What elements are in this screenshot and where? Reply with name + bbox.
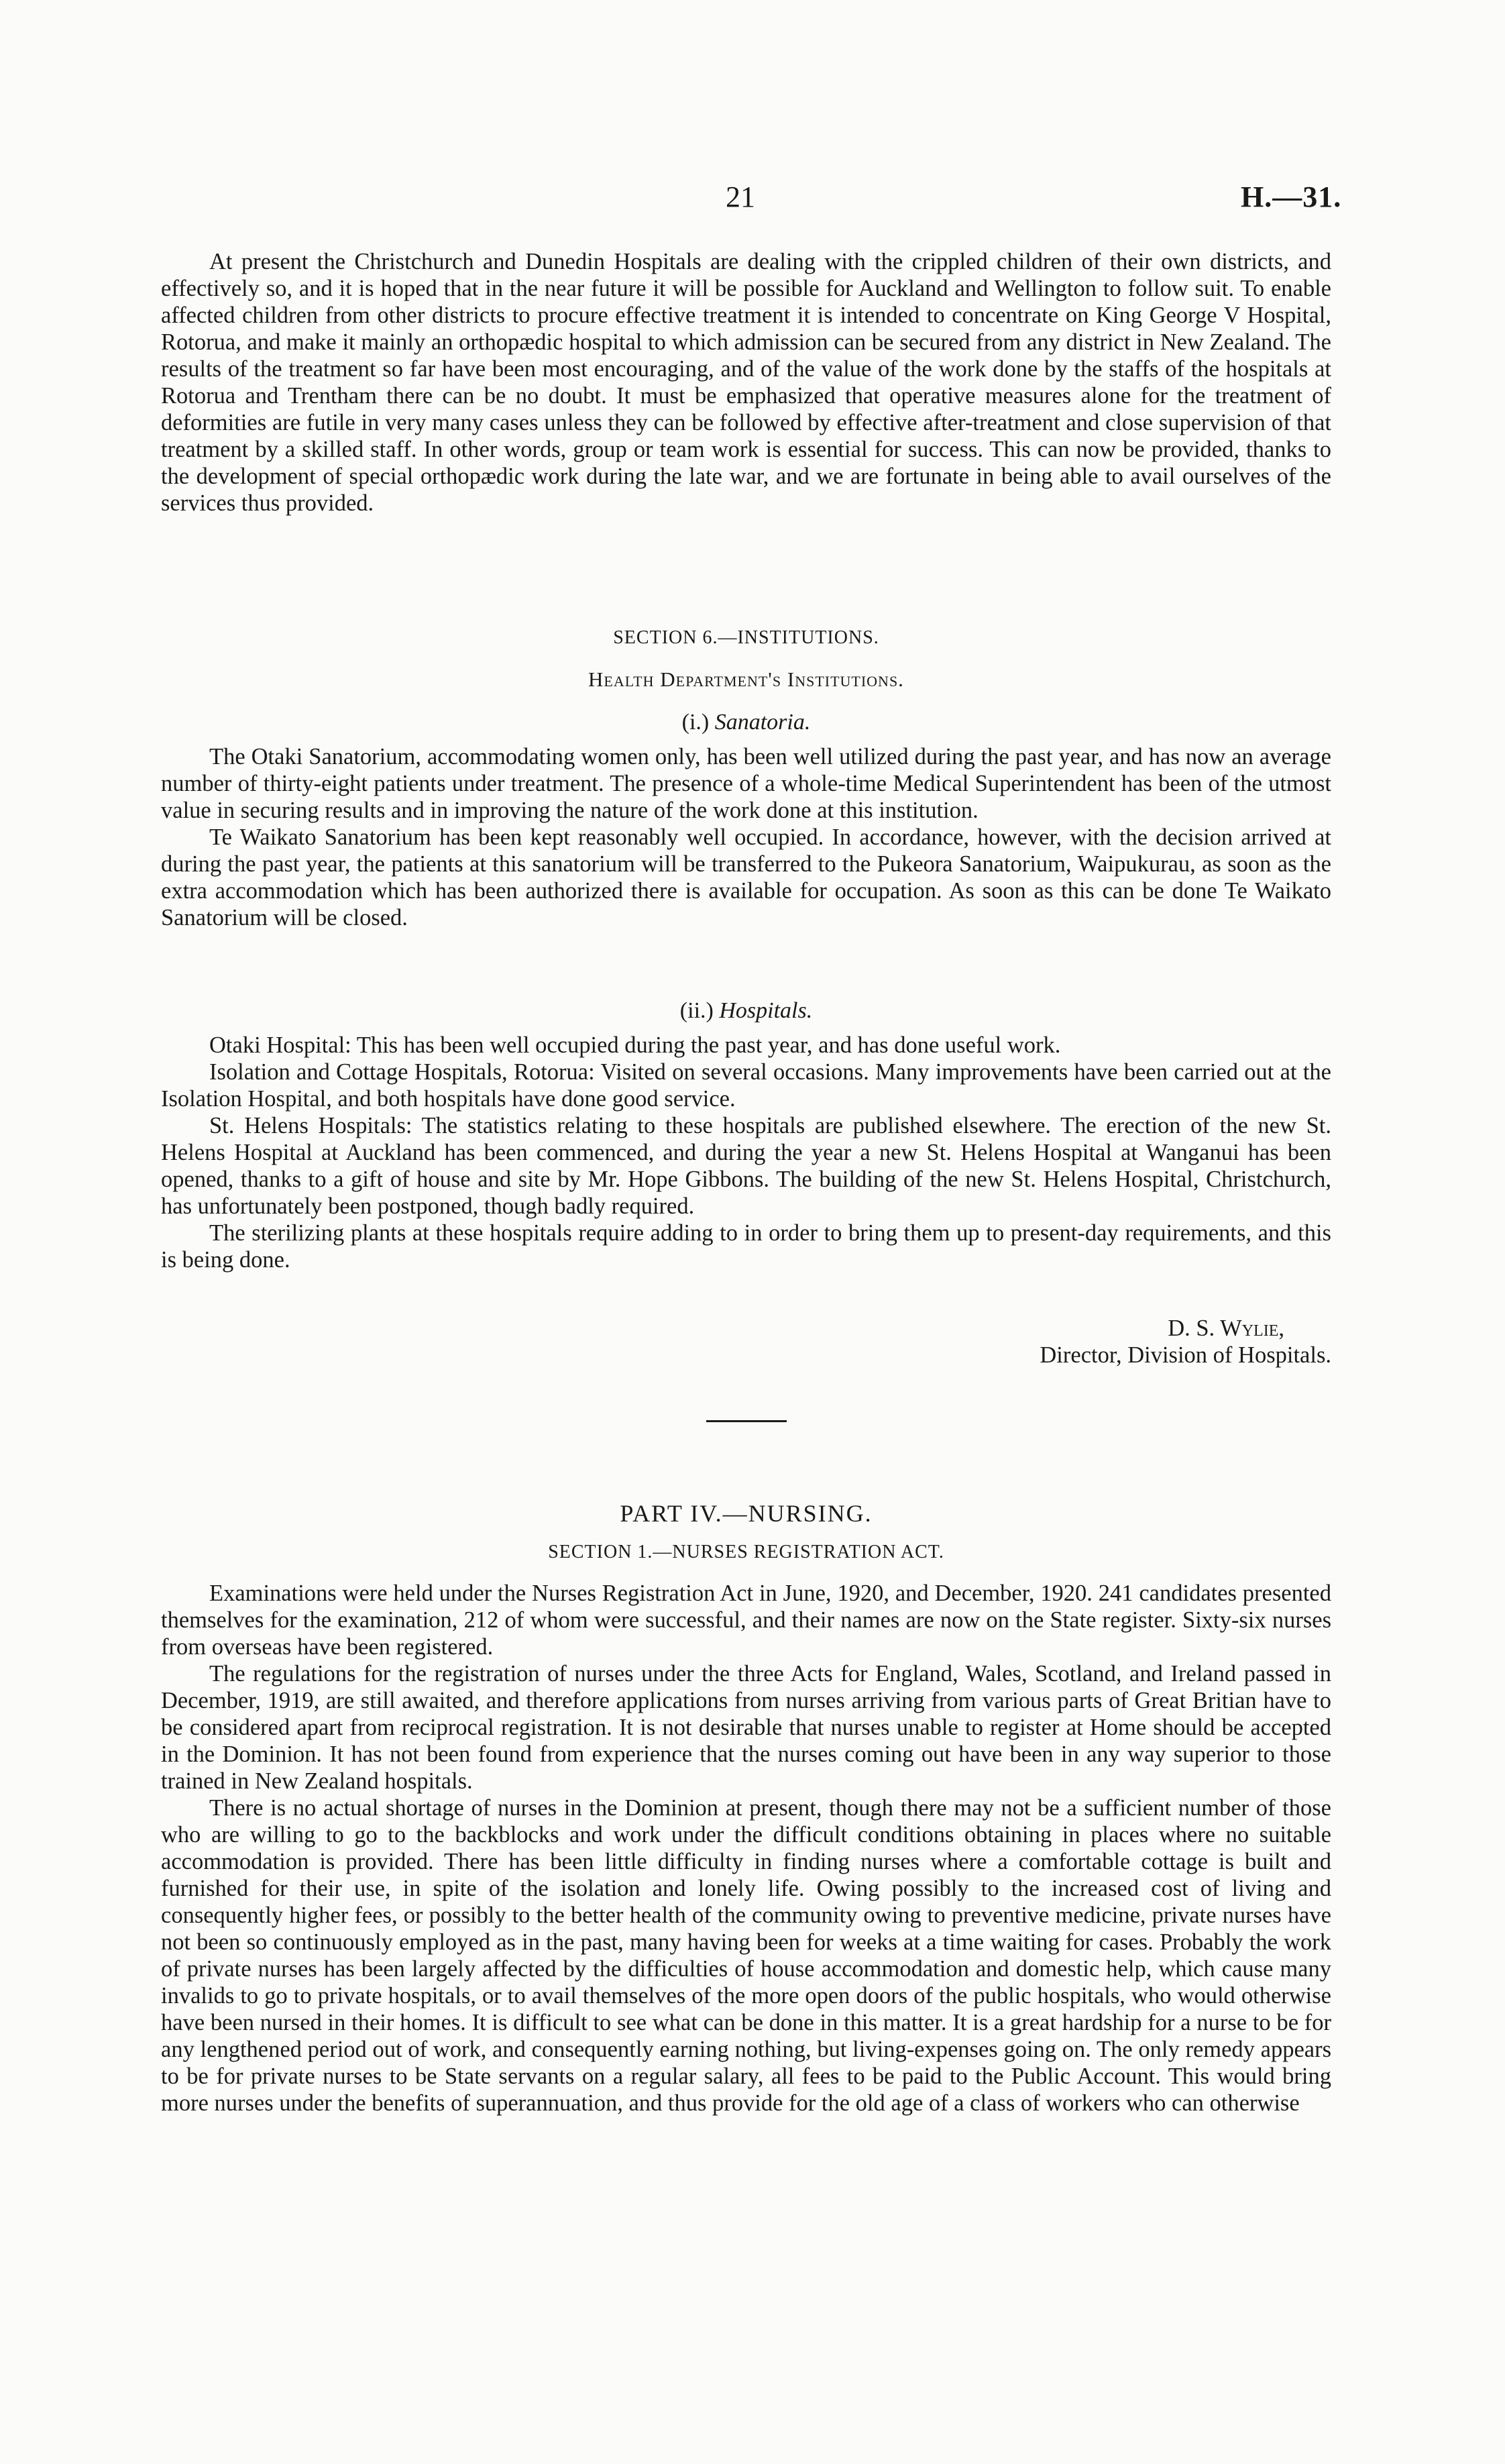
paragraph-otaki-sanatorium: The Otaki Sanatorium, accommodating women only, has been well utilized during the past year, and has now an average number of thirty-eight patients under treatment. The presence of a whole-time Medical Superintendent has been of the utmost value in securing results and in improving the nature of the work done at this institution. xyxy=(161,744,1331,823)
document-reference: H.—31. xyxy=(1241,180,1342,213)
sanatoria-title: Sanatoria. xyxy=(714,710,811,735)
section-divider xyxy=(706,1420,787,1422)
paragraph-nurse-shortage: There is no actual shortage of nurses in the Dominion at present, though there may not be a sufficient number of those who are willing to go to the backblocks and work under the difficult conditions obtaining in places where no suitable accommodation is provided. There has been little difficulty in finding nurses where a comfortable cottage is built and furnished for their use, in spite of the isolation and lonely life. Owing possibly to the increased cost of living and consequently higher fees, or possibly to the better health of the community owing to preventive medicine, private nurses have not been so continuously employed as in the past, many having been for weeks at a time waiting for cases. Probably the work of private nurses has been largely affected by the difficulties of house accommodation and domestic help, which cause many invalids to go to private hospitals, or to avail themselves of the more open doors of the public hospitals, who would otherwise have been nursed in their homes. It is difficult to see what can be done in this matter. It is a great hardship for a nurse to be for any lengthened period out of work, and consequently earning nothing, but living-expenses going on. The only remedy appears to be for private nurses to be State servants on a regular salary, all fees to be paid to the Public Account. This would bring more nurses under the benefits of superannuation, and thus provide for the old age of a class of workers who can otherwise xyxy=(161,1795,1331,2116)
section-6-heading-block xyxy=(161,627,1331,649)
divider-block xyxy=(161,1420,1331,1422)
paragraph-regulations: The regulations for the registration of nurses under the three Acts for England, Wales, Scotland, and Ireland passed in December, 1919, are still awaited, and therefore applications from nurses arriving from various parts of Great Britian have to be considered apart from reciprocal registration. It is not desirable that nurses unable to register at Home should be accepted in the Dominion. It has not been found from experience that the nurses coming out have been in any way superior to those trained in New Zealand hospitals. xyxy=(161,1661,1331,1794)
hospitals-heading-block xyxy=(161,998,1331,1024)
paragraph-otaki-hospital: Otaki Hospital: This has been well occupied during the past year, and has done useful work. xyxy=(209,1032,1061,1058)
paragraph-sterilizing-plants: The sterilizing plants at these hospitals require adding to in order to bring them up to present-day requirements, and this is being done. xyxy=(161,1220,1331,1273)
part-4-section-1-heading-block xyxy=(161,1542,1331,1563)
hospitals-heading xyxy=(161,998,1331,1024)
hospitals-body xyxy=(161,1032,1331,1273)
hospitals-numeral: (ii.) xyxy=(679,998,714,1023)
intro-paragraph: At present the Christchurch and Dunedin Hospitals are dealing with the crippled children of their own districts, and effectively so, and it is hoped that in the near future it will be possible for Auckland and Wellington to follow suit. To enable affected children from other districts to procure effective treatment it is intended to concentrate on King George V Hospital, Rotorua, and make it mainly an orthopædic hospital to which admission can be secured from any district in New Zealand. The results of the treatment so far have been most encouraging, and of the value of the work done by the staffs of the hospitals at Rotorua and Trentham there can be no doubt. It must be emphasized that operative measures alone for the treatment of deformities are futile in very many cases unless they can be followed by effective after-treatment and close supervision of that treatment by a skilled staff. In other words, group or team work is essential for success. This can now be provided, thanks to the development of special orthopædic work during the late war, and we are fortunate in being able to avail ourselves of the services thus provided. xyxy=(161,249,1331,516)
sanatoria-heading xyxy=(161,710,1331,735)
signatory-name: D. S. Wylie, xyxy=(1168,1316,1284,1341)
paragraph-examinations: Examinations were held under the Nurses Registration Act in June, 1920, and December, 1920. 241 candidates presented themselves for the examination, 212 of whom were successful, and their names are now on the State register. Sixty-six nurses from overseas have been registered. xyxy=(161,1581,1331,1660)
signature-block xyxy=(161,1315,1331,1369)
sanatoria-heading-block xyxy=(161,710,1331,735)
section-6-subheading-block xyxy=(161,667,1331,692)
paragraph-rotorua-hospitals: Isolation and Cottage Hospitals, Rotorua: Visited on several occasions. Many improvements have been carried out at the Isolation Hospital, and both hospitals have done good service. xyxy=(161,1059,1331,1112)
part-4-heading: PART IV.—NURSING. xyxy=(620,1500,873,1527)
section-6-heading: SECTION 6.—INSTITUTIONS. xyxy=(613,627,879,648)
nursing-body xyxy=(161,1580,1331,2117)
page-number: 21 xyxy=(726,180,755,213)
part-4-heading-block xyxy=(161,1499,1331,1528)
sanatoria-body xyxy=(161,743,1331,931)
paragraph-te-waikato-sanatorium: Te Waikato Sanatorium has been kept reasonably well occupied. In accordance, however, with the decision arrived at during the past year, the patients at this sanatorium will be transferred to the Pukeora Sanatorium, Waipukurau, as soon as the extra accommodation which has been authorized there is available for occupation. As soon as this can be done Te Waikato Sanatorium will be closed. xyxy=(161,824,1331,930)
intro-block xyxy=(161,248,1331,517)
section-6-subheading: Health Department's Institutions. xyxy=(588,667,904,691)
part-4-section-1-heading: SECTION 1.—NURSES REGISTRATION ACT. xyxy=(548,1542,944,1562)
hospitals-title: Hospitals. xyxy=(719,998,813,1023)
sanatoria-numeral: (i.) xyxy=(681,710,710,735)
signatory-title: Director, Division of Hospitals. xyxy=(1040,1342,1331,1368)
page-header xyxy=(0,180,1505,220)
signature xyxy=(161,1315,1331,1369)
paragraph-st-helens-hospitals: St. Helens Hospitals: The statistics relating to these hospitals are published elsewhere. The erection of the new St. Helens Hospital at Auckland has been commenced, and during the year a new St. Helens Hospital at Wanganui has been opened, thanks to a gift of house and site by Mr. Hope Gibbons. The building of the new St. Helens Hospital, Christchurch, has unfortunately been postponed, though badly required. xyxy=(161,1113,1331,1219)
